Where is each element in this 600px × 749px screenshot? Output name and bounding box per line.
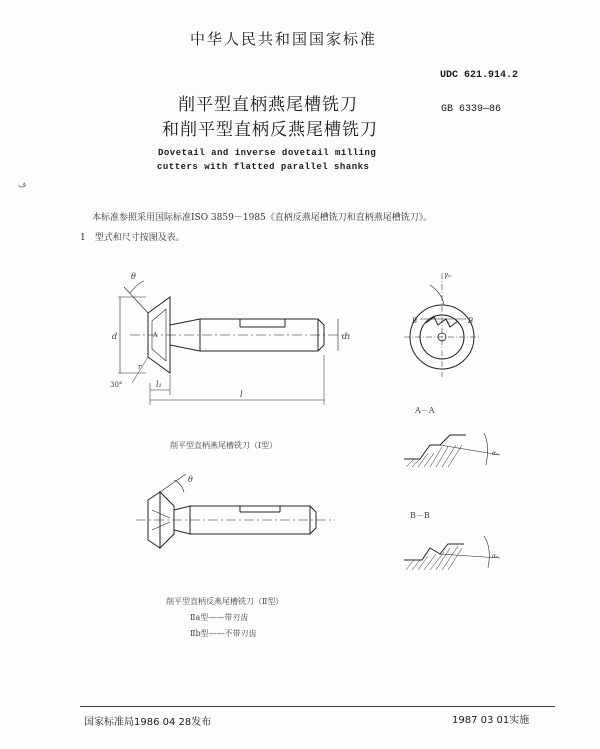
label-theta-2: θ	[188, 475, 193, 484]
title-cn-line2: 和削平型直柄反燕尾槽铣刀	[162, 120, 378, 140]
footer-divider	[80, 706, 555, 707]
section-b-drawing	[400, 530, 510, 580]
title-en-line1: Dovetail and inverse dovetail milling	[158, 148, 377, 158]
intro-paragraph: 本标准参照采用国际标准ISO 3859－1985《直柄反燕尾槽铣刀和直柄燕尾槽铣刀》。	[92, 213, 433, 223]
label-alpha-a: αₒ	[492, 450, 499, 457]
label-r: r	[138, 363, 142, 371]
caption-type2b: Ⅱb型——不带刃齿	[190, 629, 257, 638]
caption-type2a: Ⅱa型——带刃齿	[190, 613, 249, 622]
label-a: A	[153, 332, 158, 339]
title-en-line2: cutters with flatted parallel shanks	[157, 162, 370, 172]
section-a-drawing	[400, 425, 510, 480]
label-theta: θ	[131, 272, 136, 281]
national-standard-header: 中华人民共和国国家标准	[190, 30, 378, 48]
end-view-drawing	[400, 265, 490, 385]
label-l1: l₁	[156, 380, 162, 389]
caption-type2: 削平型直柄反燕尾槽铣刀（Ⅱ型）	[166, 597, 284, 606]
label-30-deg: 30°	[110, 381, 123, 389]
margin-mark: ف	[18, 180, 27, 189]
udc-code: UDC 621.914.2	[440, 70, 519, 81]
label-b-left: B	[412, 317, 418, 325]
effective-date: 1987 03 01实施	[452, 715, 530, 726]
label-d1: d₁	[342, 332, 351, 341]
title-cn-line1: 削平型直柄燕尾槽铣刀	[178, 95, 358, 115]
type1-cutter-drawing	[110, 265, 360, 435]
label-alpha-b: αₒ	[492, 553, 499, 560]
caption-type1: 削平型直柄燕尾槽铣刀（Ⅰ型）	[170, 441, 278, 450]
type2-cutter-drawing	[130, 470, 350, 570]
issue-date: 国家标准局1986 04 28发布	[84, 717, 212, 728]
label-gamma: γₒ	[444, 271, 451, 279]
label-l: l	[240, 390, 243, 399]
section-1-heading: 1 型式和尺寸按图及表。	[80, 233, 185, 243]
label-b-right: B	[468, 317, 474, 325]
label-d: d	[112, 332, 118, 341]
section-a-label: A－A	[415, 406, 435, 415]
section-b-label: B－B	[410, 511, 430, 520]
gb-code: GB 6339—86	[441, 104, 502, 115]
